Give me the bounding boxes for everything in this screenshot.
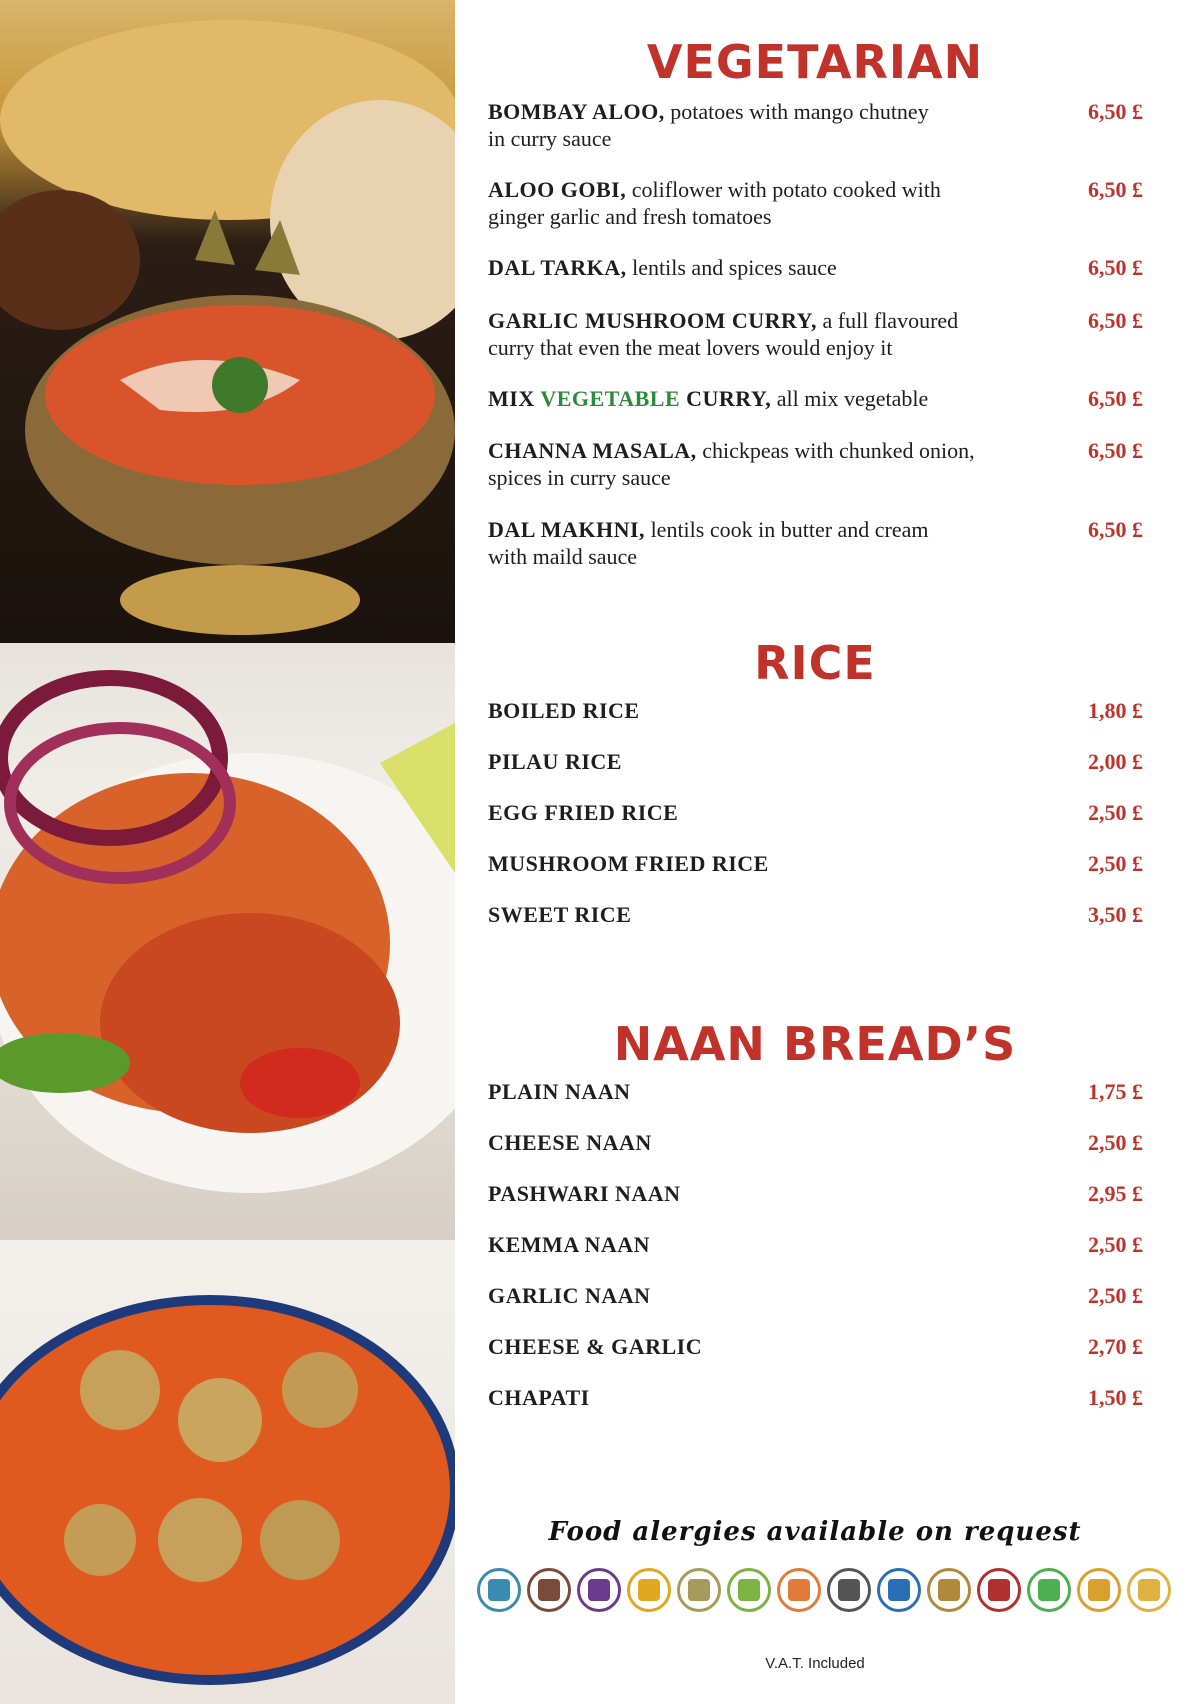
rice-title: RICE bbox=[754, 636, 876, 690]
item-price: 2,50 £ bbox=[1088, 1283, 1143, 1308]
item-desc-line2: ginger garlic and fresh tomatoes bbox=[488, 204, 772, 229]
menu-item bbox=[488, 1333, 1048, 1360]
menu-item bbox=[488, 437, 1048, 491]
item-price: 6,50 £ bbox=[1088, 99, 1143, 124]
item-name: CHEESE NAAN bbox=[488, 1130, 652, 1155]
vat-note: V.A.T. Included bbox=[765, 1655, 865, 1672]
item-desc: lentils cook in butter and cream bbox=[645, 517, 929, 542]
item-name: GARLIC MUSHROOM CURRY, bbox=[488, 308, 818, 333]
item-name: EGG FRIED RICE bbox=[488, 800, 679, 825]
item-price: 2,00 £ bbox=[1088, 749, 1143, 774]
item-name: BOILED RICE bbox=[488, 698, 640, 723]
item-desc: a full flavoured bbox=[817, 308, 959, 333]
item-name: ALOO GOBI, bbox=[488, 177, 627, 202]
milk-icon-glyph bbox=[588, 1579, 610, 1601]
menu-item bbox=[488, 799, 1048, 826]
menu-item bbox=[488, 254, 1048, 281]
nuts-icon-glyph bbox=[538, 1579, 560, 1601]
item-name: MIX bbox=[488, 386, 541, 411]
item-price: 6,50 £ bbox=[1088, 517, 1143, 542]
item-price: 2,50 £ bbox=[1088, 1232, 1143, 1257]
item-desc: all mix vegetable bbox=[771, 386, 929, 411]
item-name: MUSHROOM FRIED RICE bbox=[488, 851, 769, 876]
item-name: PILAU RICE bbox=[488, 749, 622, 774]
soya-icon bbox=[1027, 1568, 1071, 1612]
item-name: BOMBAY ALOO, bbox=[488, 99, 665, 124]
menu-item bbox=[488, 385, 1048, 412]
menu-item bbox=[488, 98, 1048, 152]
curry-bowl-photo bbox=[0, 0, 455, 643]
item-price: 6,50 £ bbox=[1088, 438, 1143, 463]
cereal-icon bbox=[627, 1568, 671, 1612]
item-desc: coliflower with potato cooked with bbox=[626, 177, 941, 202]
item-price: 6,50 £ bbox=[1088, 255, 1143, 280]
sesame-icon bbox=[777, 1568, 821, 1612]
molluscs-icon bbox=[827, 1568, 871, 1612]
item-name: KEMMA NAAN bbox=[488, 1232, 651, 1257]
fish-icon bbox=[477, 1568, 521, 1612]
sesame-icon-glyph bbox=[788, 1579, 810, 1601]
nuts-icon bbox=[527, 1568, 571, 1612]
allergen-icons-row bbox=[477, 1568, 1177, 1612]
chilli-chicken-photo bbox=[0, 643, 455, 1240]
menu-item bbox=[488, 1078, 1048, 1105]
item-price: 2,70 £ bbox=[1088, 1334, 1143, 1359]
celery-icon bbox=[677, 1568, 721, 1612]
fish-icon-glyph bbox=[488, 1579, 510, 1601]
item-name: PASHWARI NAAN bbox=[488, 1181, 681, 1206]
item-name-highlight: VEGETABLE bbox=[540, 386, 681, 411]
item-price: 3,50 £ bbox=[1088, 902, 1143, 927]
eggs-icon-glyph bbox=[1138, 1579, 1160, 1601]
item-name: CHEESE & GARLIC bbox=[488, 1334, 703, 1359]
sulphites-icon-glyph bbox=[888, 1579, 910, 1601]
sulphites-icon bbox=[877, 1568, 921, 1612]
milk-icon bbox=[577, 1568, 621, 1612]
item-name: SWEET RICE bbox=[488, 902, 632, 927]
menu-item bbox=[488, 1282, 1048, 1309]
item-desc-line2: spices in curry sauce bbox=[488, 465, 671, 490]
item-price: 6,50 £ bbox=[1088, 386, 1143, 411]
item-price: 6,50 £ bbox=[1088, 308, 1143, 333]
item-price: 2,95 £ bbox=[1088, 1181, 1143, 1206]
lupin-icon-glyph bbox=[738, 1579, 760, 1601]
menu-item bbox=[488, 850, 1048, 877]
item-price: 6,50 £ bbox=[1088, 177, 1143, 202]
soya-icon-glyph bbox=[1038, 1579, 1060, 1601]
item-price: 2,50 £ bbox=[1088, 1130, 1143, 1155]
item-price: 1,75 £ bbox=[1088, 1079, 1143, 1104]
crustaceans-icon-glyph bbox=[988, 1579, 1010, 1601]
menu-item bbox=[488, 307, 1048, 361]
item-name: PLAIN NAAN bbox=[488, 1079, 631, 1104]
vegetarian-title: VEGETARIAN bbox=[646, 35, 984, 89]
item-name: CHANNA MASALA, bbox=[488, 438, 697, 463]
item-price: 1,80 £ bbox=[1088, 698, 1143, 723]
food-photo-column bbox=[0, 0, 455, 1704]
korma-curry-photo bbox=[0, 1240, 455, 1704]
crustaceans-icon bbox=[977, 1568, 1021, 1612]
item-desc: potatoes with mango chutney bbox=[664, 99, 929, 124]
item-name: GARLIC NAAN bbox=[488, 1283, 651, 1308]
item-desc-line2: curry that even the meat lovers would enjoy it bbox=[488, 335, 893, 360]
mustard-icon-glyph bbox=[938, 1579, 960, 1601]
item-name: CHAPATI bbox=[488, 1385, 590, 1410]
item-desc: chickpeas with chunked onion, bbox=[696, 438, 975, 463]
menu-page bbox=[455, 0, 1200, 1704]
menu-item bbox=[488, 697, 1048, 724]
item-desc: lentils and spices sauce bbox=[626, 255, 837, 280]
cereal-icon-glyph bbox=[638, 1579, 660, 1601]
naan-title: NAAN BREAD’S bbox=[613, 1017, 1017, 1071]
menu-item bbox=[488, 901, 1048, 928]
eggs-icon bbox=[1127, 1568, 1171, 1612]
item-price: 1,50 £ bbox=[1088, 1385, 1143, 1410]
celery-icon-glyph bbox=[688, 1579, 710, 1601]
menu-item bbox=[488, 1231, 1048, 1258]
mustard-icon bbox=[927, 1568, 971, 1612]
menu-item bbox=[488, 1129, 1048, 1156]
peanuts-icon-glyph bbox=[1088, 1579, 1110, 1601]
menu-item bbox=[488, 176, 1048, 230]
item-name: DAL MAKHNI, bbox=[488, 517, 646, 542]
lupin-icon bbox=[727, 1568, 771, 1612]
menu-item bbox=[488, 1384, 1048, 1411]
allergy-note: Food alergies available on request bbox=[548, 1517, 1082, 1547]
item-price: 2,50 £ bbox=[1088, 851, 1143, 876]
menu-item bbox=[488, 1180, 1048, 1207]
menu-item bbox=[488, 748, 1048, 775]
item-price: 2,50 £ bbox=[1088, 800, 1143, 825]
item-desc-line2: in curry sauce bbox=[488, 126, 612, 151]
menu-item bbox=[488, 516, 1048, 570]
molluscs-icon-glyph bbox=[838, 1579, 860, 1601]
item-name: DAL TARKA, bbox=[488, 255, 627, 280]
item-desc-line2: with maild sauce bbox=[488, 544, 638, 569]
item-name-suffix: CURRY, bbox=[680, 386, 772, 411]
peanuts-icon bbox=[1077, 1568, 1121, 1612]
